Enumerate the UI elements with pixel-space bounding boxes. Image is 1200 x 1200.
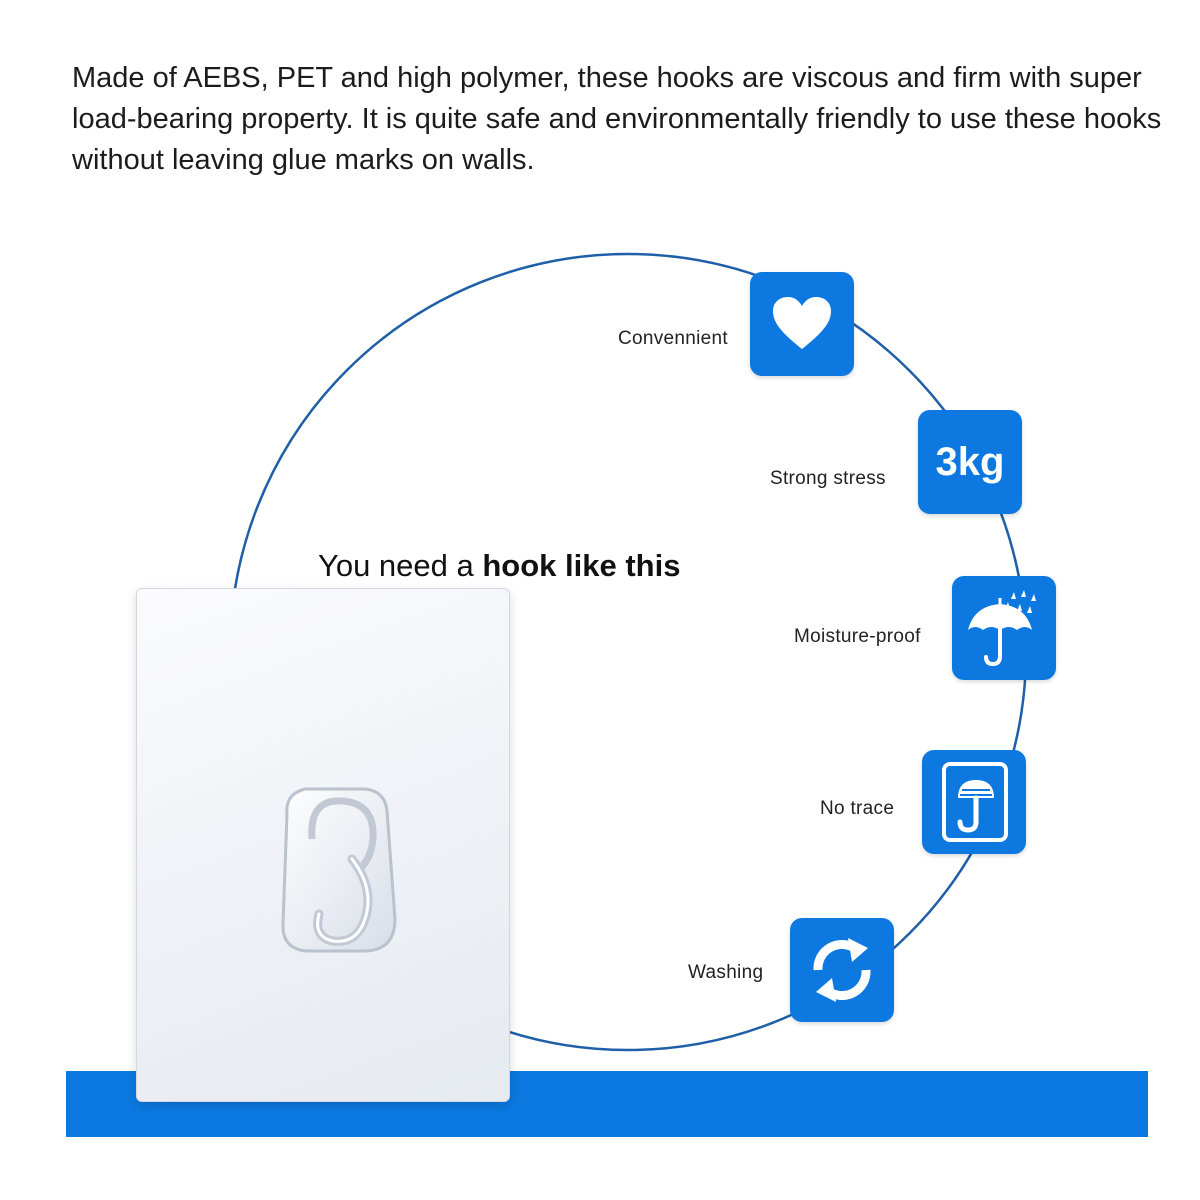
product-description: Made of AEBS, PET and high polymer, these hooks are viscous and firm with super load-bearing property. It is quite safe and environmentally friendly to use these hooks without leaving glue marks on walls. <box>72 62 1162 176</box>
feature-label-convenient: Convennient <box>618 328 728 349</box>
umbrella-rain-icon <box>964 586 1044 670</box>
headline <box>318 548 680 584</box>
feature-tile-washing <box>790 918 894 1022</box>
feature-tile-no-trace <box>922 750 1026 854</box>
hook-icon <box>137 589 509 1101</box>
feature-label-washing: Washing <box>688 962 764 983</box>
feature-label-moisture-proof: Moisture-proof <box>794 626 921 647</box>
feature-tile-strong-stress <box>918 410 1022 514</box>
refresh-arrows-icon <box>804 932 880 1008</box>
feature-label-no-trace: No trace <box>820 798 895 819</box>
feature-tile-moisture-proof <box>952 576 1056 680</box>
weight-3kg-icon: 3kg <box>935 439 1005 484</box>
headline-bold: hook like this <box>482 548 681 583</box>
heart-icon <box>770 295 834 353</box>
headline-prefix: You need a <box>318 548 483 583</box>
feature-tile-convenient <box>750 272 854 376</box>
wall-hook-icon <box>932 758 1016 846</box>
feature-label-strong-stress: Strong stress <box>770 468 886 489</box>
hook-plate <box>136 588 510 1102</box>
